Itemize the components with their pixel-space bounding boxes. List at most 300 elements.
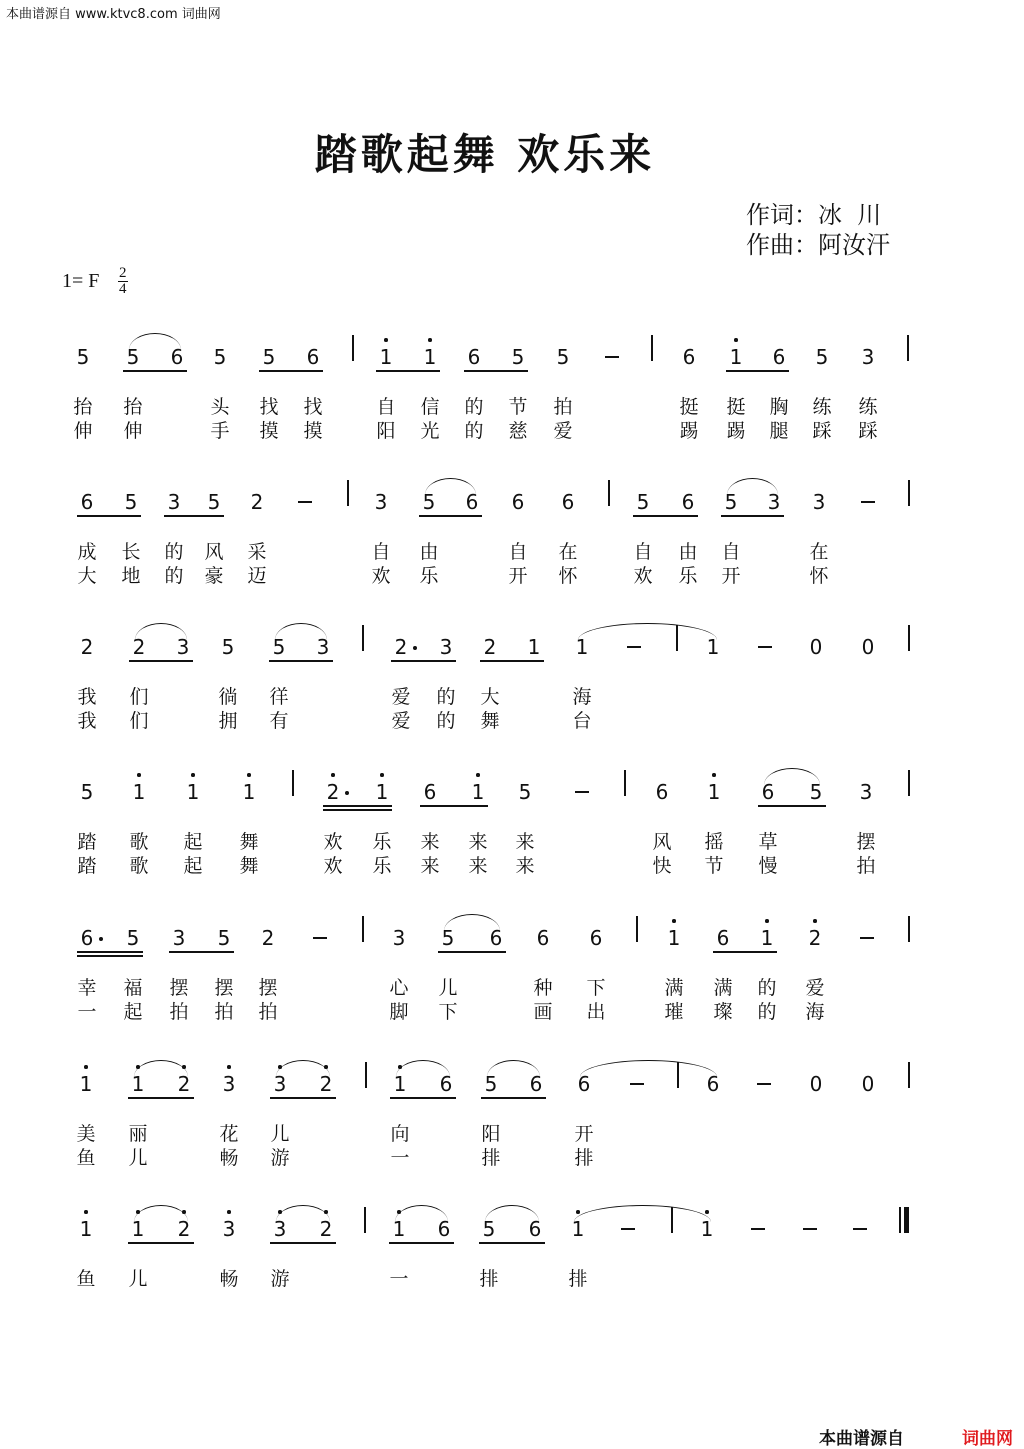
slur [396,1060,450,1077]
lyrics-verse-2 [0,1146,1024,1170]
lyric-syllable: 福 [123,977,143,999]
barline [347,480,349,506]
note: 5 [80,780,94,804]
octave-dot [227,1065,231,1069]
time-signature [118,266,128,297]
lyric-syllable: 开 [721,565,741,587]
lyric-syllable: 来 [468,855,488,877]
lyric-syllable: 丽 [128,1123,148,1145]
lyric-syllable: 排 [568,1268,588,1290]
meter-top: 2 [119,265,127,281]
octave-dot [705,1210,709,1214]
note: 6 [655,780,669,804]
octave-dot [428,338,432,342]
octave-dot [84,1210,88,1214]
lyric-syllable: 大 [480,686,500,708]
lyric-syllable: 手 [210,420,230,442]
barline [624,770,626,796]
barline [908,1062,910,1088]
lyric-syllable: 节 [508,396,528,418]
note: 3 [167,490,181,514]
lyric-syllable: 爱 [805,977,825,999]
lyric-syllable: 来 [420,855,440,877]
slur [485,1205,539,1222]
note: 3 [859,780,873,804]
slur [580,1060,717,1077]
octave-dot [476,773,480,777]
note: 1 [706,635,720,659]
lyric-syllable: 台 [572,710,592,732]
note: 6 [529,1072,543,1096]
underline-beam [633,515,698,517]
lyric-syllable: 光 [420,420,440,442]
slur [129,333,181,350]
score-system [0,1197,1024,1337]
lyric-syllable: 起 [183,855,203,877]
octave-dot [712,773,716,777]
sustain-dash [758,646,772,648]
lyric-syllable: 节 [704,855,724,877]
lyric-syllable: 满 [713,977,733,999]
notes-row [0,760,1024,816]
footer-site-logo: 词曲网 [962,1429,1013,1449]
note: 2 [80,635,94,659]
octave-dot [576,1210,580,1214]
note: 6 [561,490,575,514]
note: 2 [250,490,264,514]
note: 2 [392,635,410,659]
sustain-dash [298,501,312,503]
lyric-syllable: 海 [805,1001,825,1023]
lyric-syllable: 的 [464,420,484,442]
lyric-syllable: 风 [204,541,224,563]
lyric-syllable: 一 [77,1001,97,1023]
lyric-syllable: 画 [533,1001,553,1023]
lyric-syllable: 快 [652,855,672,877]
note: 5 [213,345,227,369]
note: 1 [705,780,723,804]
composer-credit: 作曲：阿汝汗 [746,231,890,259]
lyric-syllable: 自 [371,541,391,563]
lyric-syllable: 儿 [128,1268,148,1290]
note: 6 [439,1072,453,1096]
note: 5 [76,345,90,369]
note: 1 [377,345,395,369]
slur [134,1060,188,1077]
meter-bottom: 4 [119,281,127,297]
barline [908,625,910,651]
note: 1 [77,1217,95,1241]
lyric-syllable: 挺 [679,396,699,418]
note: 6 [772,345,786,369]
lyric-syllable: 爱 [391,686,411,708]
lyric-syllable: 伸 [73,420,93,442]
note: 0 [809,1072,823,1096]
note: 2 [806,926,824,950]
octave-dot [331,773,335,777]
lyric-syllable: 脚 [389,1001,409,1023]
note: 6 [489,926,503,950]
note: 6 [511,490,525,514]
note: 1 [184,780,202,804]
lyric-syllable: 摆 [258,977,278,999]
octave-dot [191,773,195,777]
note: 6 [589,926,603,950]
note: 1 [129,1072,147,1096]
lyric-syllable: 自 [721,541,741,563]
lyric-syllable: 摆 [169,977,189,999]
octave-dot [384,338,388,342]
slur [134,1205,188,1222]
lyric-syllable: 舞 [480,710,500,732]
octave-dot [137,773,141,777]
slur [276,1060,330,1077]
lyricist-credit: 作词：冰 川 [746,201,882,229]
note: 6 [536,926,550,950]
slur [764,768,820,785]
lyric-syllable: 胸 [769,396,789,418]
note: 3 [812,490,826,514]
lyric-syllable: 拍 [214,1001,234,1023]
underline-beam [479,1242,545,1244]
lyrics-verse-1 [0,830,1024,854]
lyric-syllable: 在 [809,541,829,563]
underline-beam [721,515,784,517]
barline [362,625,364,651]
lyric-syllable: 摇 [704,831,724,853]
note: 3 [374,490,388,514]
note: 2 [324,780,342,804]
lyric-syllable: 摸 [259,420,279,442]
lyric-syllable: 排 [481,1147,501,1169]
lyric-syllable: 挺 [726,396,746,418]
underline-beam [270,1242,336,1244]
lyric-syllable: 乐 [372,831,392,853]
note: 0 [809,635,823,659]
lyric-syllable: 成 [77,541,97,563]
lyric-syllable: 练 [812,396,832,418]
note: 5 [217,926,231,950]
note: 6 [681,490,695,514]
lyric-syllable: 摆 [214,977,234,999]
lyric-syllable: 下 [438,1001,458,1023]
lyric-syllable: 一 [389,1268,409,1290]
lyric-syllable: 歌 [129,855,149,877]
note: 0 [861,1072,875,1096]
lyric-syllable: 迈 [247,565,267,587]
note: 5 [272,635,286,659]
lyric-syllable: 出 [586,1001,606,1023]
notes-row [0,325,1024,381]
sustain-dash [621,1228,635,1230]
octave-dot [227,1210,231,1214]
lyric-syllable: 抬 [73,396,93,418]
lyric-syllable: 开 [574,1123,594,1145]
lyric-syllable: 的 [436,686,456,708]
sustain-dash [313,937,327,939]
lyrics-verse-2 [0,854,1024,878]
note: 6 [437,1217,451,1241]
note: 3 [172,926,186,950]
note: 3 [271,1217,289,1241]
octave-dot [765,919,769,923]
lyric-syllable: 爱 [553,420,573,442]
lyric-syllable: 来 [515,831,535,853]
lyric-syllable: 美 [76,1123,96,1145]
note: 5 [221,635,235,659]
lyric-syllable: 拍 [553,396,573,418]
lyric-syllable: 乐 [372,855,392,877]
note: 6 [467,345,481,369]
barline [292,770,294,796]
score-system [0,906,1024,1046]
barline [364,1207,366,1233]
lyric-syllable: 心 [389,977,409,999]
note: 2 [317,1217,335,1241]
lyrics-verse-1 [0,1267,1024,1291]
octave-dot [672,919,676,923]
credits [746,200,890,260]
lyric-syllable: 的 [464,396,484,418]
lyric-syllable: 长 [121,541,141,563]
lyric-syllable: 大 [77,565,97,587]
lyric-syllable: 舞 [239,855,259,877]
note: 1 [698,1217,716,1241]
lyric-syllable: 璨 [713,1001,733,1023]
lyrics-verse-2 [0,419,1024,443]
lyric-syllable: 草 [758,831,778,853]
slur [276,1205,330,1222]
lyric-syllable: 畅 [219,1268,239,1290]
sustain-dash [630,1083,644,1085]
note: 1 [77,1072,95,1096]
underline-beam [480,660,544,662]
note: 5 [518,780,532,804]
note: 1 [758,926,776,950]
lyric-syllable: 来 [468,831,488,853]
slur [487,1060,540,1077]
note: 5 [556,345,570,369]
barline [651,335,653,361]
lyric-syllable: 头 [210,396,230,418]
underline-beam [390,1097,456,1099]
underline-beam [464,370,528,372]
notes-row [0,1197,1024,1253]
score-system [0,1052,1024,1192]
barline [908,916,910,942]
note: 6 [80,490,94,514]
barline [365,1062,367,1088]
slur [574,1205,711,1222]
lyric-syllable: 自 [376,396,396,418]
note: 5 [262,345,276,369]
note: 5 [724,490,738,514]
sustain-dash [627,646,641,648]
note: 5 [511,345,525,369]
underline-beam [77,951,143,953]
sustain-dash [575,791,589,793]
note: 1 [240,780,258,804]
underline-beam [419,515,482,517]
lyric-syllable: 摆 [856,831,876,853]
notes-row [0,615,1024,671]
lyric-syllable: 怀 [558,565,578,587]
note: 6 [706,1072,720,1096]
lyric-syllable: 的 [436,710,456,732]
lyric-syllable: 畅 [219,1147,239,1169]
note: 1 [391,1072,409,1096]
lyric-syllable: 们 [129,710,149,732]
barline [908,770,910,796]
barline [608,480,610,506]
lyric-syllable: 的 [164,565,184,587]
notes-row [0,470,1024,526]
note: 1 [390,1217,408,1241]
slur [727,478,778,495]
note: 1 [575,635,589,659]
underline-beam [389,1242,454,1244]
lyric-syllable: 开 [508,565,528,587]
barline [352,335,354,361]
lyric-syllable: 风 [652,831,672,853]
lyric-syllable: 向 [390,1123,410,1145]
note: 6 [528,1217,542,1241]
note: 1 [421,345,439,369]
underline-beam [169,951,234,953]
octave-dot [813,919,817,923]
note: 5 [636,490,650,514]
note: 2 [132,635,146,659]
lyric-syllable: 找 [303,396,323,418]
underline-beam [726,370,789,372]
note: 5 [124,490,138,514]
lyric-syllable: 豪 [204,565,224,587]
sustain-dash [803,1228,817,1230]
underline-beam [270,1097,336,1099]
lyric-syllable: 璀 [664,1001,684,1023]
lyric-syllable: 儿 [128,1147,148,1169]
note: 0 [861,635,875,659]
lyric-syllable: 腿 [769,420,789,442]
lyric-syllable: 幸 [77,977,97,999]
lyric-syllable: 儿 [438,977,458,999]
note: 3 [861,345,875,369]
note: 5 [815,345,829,369]
slur [578,623,717,640]
lyric-syllable: 拍 [258,1001,278,1023]
lyric-syllable: 鱼 [76,1268,96,1290]
note: 3 [316,635,330,659]
lyric-syllable: 花 [219,1123,239,1145]
lyrics-verse-1 [0,1122,1024,1146]
underline-beam [164,515,224,517]
lyric-syllable: 欢 [323,831,343,853]
lyric-syllable: 来 [420,831,440,853]
underline-beam [128,1097,194,1099]
sustain-dash [605,356,619,358]
note: 3 [220,1217,238,1241]
sustain-dash [757,1083,771,1085]
note: 5 [441,926,455,950]
lyric-syllable: 采 [247,541,267,563]
barline [362,916,364,942]
lyric-syllable: 们 [129,686,149,708]
note: 6 [423,780,437,804]
note: 5 [126,345,140,369]
score-system [0,760,1024,900]
octave-dot [84,1065,88,1069]
lyric-syllable: 在 [558,541,578,563]
lyric-syllable: 排 [479,1268,499,1290]
lyrics-verse-1 [0,976,1024,1000]
underline-beam [129,660,193,662]
lyric-syllable: 徉 [269,686,289,708]
note: 1 [665,926,683,950]
barline [907,335,909,361]
lyric-syllable: 欢 [633,565,653,587]
lyric-syllable: 拥 [218,710,238,732]
lyric-syllable: 拍 [169,1001,189,1023]
barline [636,916,638,942]
lyric-syllable: 地 [121,565,141,587]
final-barline-thin [899,1207,901,1233]
lyrics-verse-2 [0,1291,1024,1315]
lyric-syllable: 的 [757,977,777,999]
underline-beam [758,805,826,807]
notes-row [0,1052,1024,1108]
underline-beam [323,805,392,807]
underline-beam [481,1097,546,1099]
barline [908,480,910,506]
note: 1 [373,780,391,804]
lyric-syllable: 自 [508,541,528,563]
note: 1 [130,780,148,804]
lyric-syllable: 儿 [270,1123,290,1145]
note: 5 [422,490,436,514]
note: 2 [175,1072,193,1096]
lyric-syllable: 的 [164,541,184,563]
sustain-dash [751,1228,765,1230]
score-system [0,470,1024,610]
sustain-dash [853,1228,867,1230]
lyrics-verse-2 [0,564,1024,588]
lyric-syllable: 由 [419,541,439,563]
note: 3 [271,1072,289,1096]
lyric-syllable: 摸 [303,420,323,442]
note: 2 [175,1217,193,1241]
lyric-syllable: 乐 [419,565,439,587]
underline-beam [123,370,187,372]
lyrics-verse-2 [0,709,1024,733]
note: 6 [577,1072,591,1096]
note: 6 [761,780,775,804]
lyric-syllable: 踩 [858,420,878,442]
note: 1 [527,635,541,659]
underline-beam [438,951,506,953]
underline-beam [259,370,323,372]
underline-beam-double [77,955,143,957]
song-title: 踏歌起舞 欢乐来 [314,130,656,179]
lyric-syllable: 舞 [239,831,259,853]
lyrics-verse-1 [0,395,1024,419]
lyric-syllable: 爱 [391,710,411,732]
note: 5 [207,490,221,514]
lyric-syllable: 排 [574,1147,594,1169]
lyrics-verse-2 [0,1000,1024,1024]
lyric-syllable: 踢 [726,420,746,442]
lyric-syllable: 伸 [123,420,143,442]
slur [275,623,327,640]
